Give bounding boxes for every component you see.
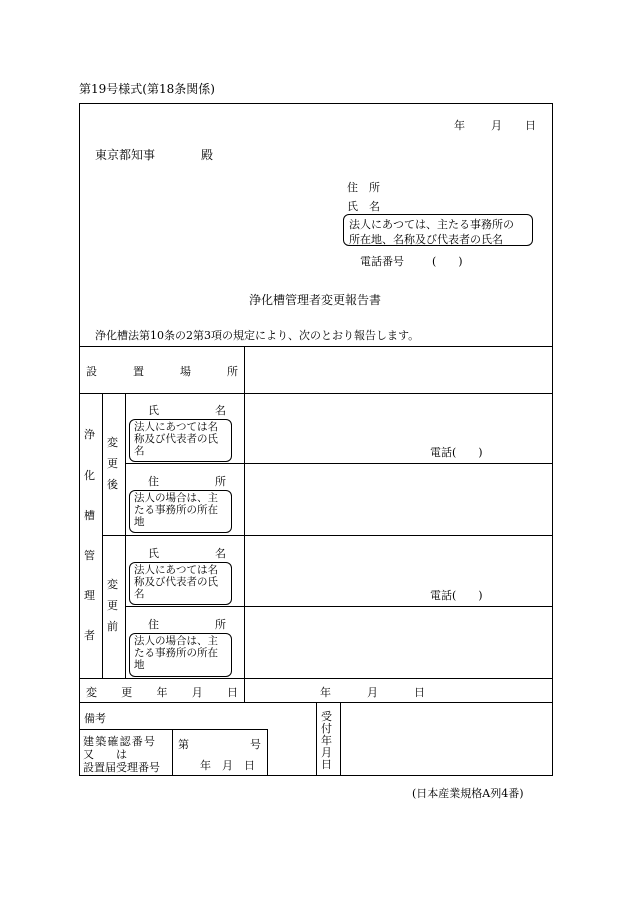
char: 年: [156, 686, 168, 699]
before-phone: 電話( ): [430, 589, 483, 602]
location-label: [86, 363, 238, 379]
char: 設: [86, 365, 97, 378]
cert-label-2: 又 は: [83, 748, 127, 761]
grid-h-463: [125, 463, 553, 464]
receipt-char: 受: [321, 710, 332, 723]
manager-char: 槽: [84, 509, 95, 522]
before-char: 変: [107, 578, 118, 591]
manager-char: 理: [84, 589, 95, 602]
remarks-label: 備考: [84, 712, 106, 725]
after-address-note: 法人の場合は、主たる事務所の所在地: [134, 492, 218, 528]
grid-v-340: [340, 702, 341, 775]
char: 変: [86, 686, 97, 699]
change-date-year: 年: [320, 686, 331, 699]
applicant-note-line2: 所在地、名称及び代表者の氏名: [349, 233, 503, 246]
cert-number-suffix: 号: [250, 738, 261, 751]
date-year: 年: [454, 119, 465, 132]
char: 日: [227, 686, 238, 699]
cert-date: 年 月 日: [200, 759, 255, 772]
frame-top: [79, 103, 553, 104]
before-address-note: 法人の場合は、主たる事務所の所在地: [134, 635, 218, 671]
manager-char: 管: [84, 549, 95, 562]
frame-right: [552, 103, 553, 775]
after-address-label-1: 住: [148, 475, 159, 488]
manager-char: 者: [84, 629, 95, 642]
before-address-label-1: 住: [148, 618, 159, 631]
addressee: 東京都知事: [95, 148, 156, 162]
grid-h-606: [125, 606, 553, 607]
grid-v-316: [316, 702, 317, 775]
grid-h-729: [79, 729, 267, 730]
cert-label-3: 設置届受理番号: [83, 761, 160, 774]
after-address-label-2: 所: [215, 475, 226, 488]
after-name-note: 法人にあつては名称及び代表者の氏名: [134, 421, 218, 457]
honorific: 殿: [201, 148, 214, 162]
receipt-char: 年: [321, 734, 332, 747]
manager-char: 化: [84, 469, 95, 482]
before-char: 更: [107, 599, 118, 612]
form-label: 第19号様式(第18条関係): [79, 82, 215, 96]
receipt-char: 日: [321, 758, 332, 771]
grid-h-678: [79, 678, 553, 679]
after-name-label-2: 名: [215, 404, 226, 417]
frame-left: [79, 103, 80, 775]
document-title: 浄化槽管理者変更報告書: [248, 293, 381, 307]
char: 置: [133, 365, 144, 378]
applicant-phone-paren: ( ): [432, 255, 463, 268]
receipt-char: 月: [321, 746, 332, 759]
applicant-phone-label: 電話番号: [360, 255, 404, 268]
grid-v-102: [102, 393, 103, 678]
manager-char: 浄: [84, 428, 95, 441]
statement: 浄化槽法第10条の2第3項の規定により、次のとおり報告します。: [95, 329, 420, 342]
grid-v-172: [172, 729, 173, 775]
applicant-name-label: 氏 名: [347, 200, 380, 213]
frame-bottom: [79, 775, 553, 776]
applicant-note-line1: 法人にあつては、主たる事務所の: [349, 218, 514, 231]
after-char: 更: [107, 457, 118, 470]
change-date-month: 月: [367, 686, 378, 699]
char: 所: [227, 365, 238, 378]
date-month: 月: [491, 119, 502, 132]
before-char: 前: [107, 620, 118, 633]
before-name-label-2: 名: [215, 547, 226, 560]
grid-h-346: [79, 346, 553, 347]
after-char: 後: [107, 478, 118, 491]
grid-v-267: [267, 729, 268, 775]
after-char: 変: [107, 436, 118, 449]
char: 月: [191, 686, 203, 699]
before-name-label-1: 氏: [148, 547, 159, 560]
char: 場: [180, 365, 191, 378]
grid-h-393: [79, 393, 553, 394]
before-name-note: 法人にあつては名称及び代表者の氏名: [134, 564, 218, 600]
after-phone: 電話( ): [430, 446, 483, 459]
receipt-char: 付: [321, 722, 332, 735]
grid-v-244: [244, 346, 245, 702]
paper-size-note: (日本産業規格A列4番): [412, 787, 524, 800]
char: 更: [121, 686, 133, 699]
cert-label-1: 建築確認番号: [83, 735, 157, 748]
grid-v-125: [125, 393, 126, 678]
cert-number-prefix: 第: [178, 738, 189, 751]
change-date-label: [86, 684, 238, 700]
after-name-label-1: 氏: [148, 404, 159, 417]
applicant-address-label: 住 所: [347, 181, 380, 194]
date-day: 日: [525, 119, 536, 132]
grid-h-535: [102, 535, 553, 536]
before-address-label-2: 所: [215, 618, 226, 631]
change-date-day: 日: [414, 686, 425, 699]
